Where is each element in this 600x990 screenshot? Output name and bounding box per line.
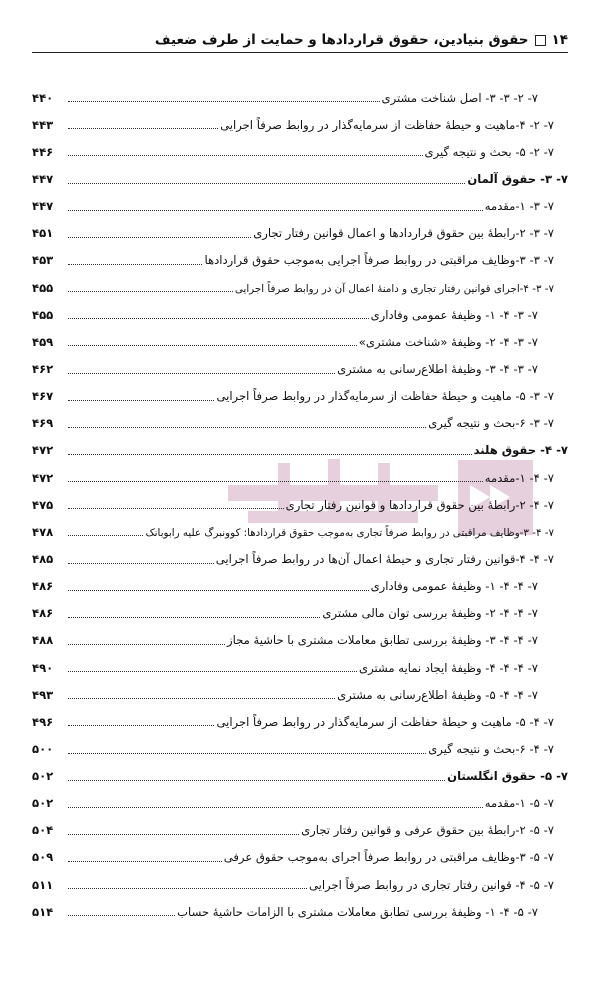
square-icon [535, 35, 546, 46]
toc-entry[interactable] [32, 867, 568, 894]
dot-leader [68, 563, 214, 564]
dot-leader [68, 915, 175, 916]
toc-entry-title: ۷- ۴- ۶-بحث و نتیجه گیری [428, 741, 554, 756]
table-of-contents [32, 80, 568, 921]
toc-entry-title: ۷- ۴- ۲-رابطۀ بین حقوق قراردادها و قوانین رفتار تجاری [285, 497, 554, 512]
toc-entry-title: ۷- ۴- ۴- ۳- وظیفۀ بررسی تطابق معاملات مشتری با حاشیۀ مجاز [226, 633, 538, 648]
toc-entry-page: ۴۷۵ [32, 497, 54, 512]
dot-leader [68, 345, 357, 346]
toc-entry-title: ۷- ۳- ۳-وظایف مراقبتی در روابط صرفاً اجرایی به‌موجب حقوق قراردادها [204, 253, 554, 268]
dot-leader [68, 373, 335, 374]
dot-leader [68, 454, 472, 455]
toc-entry[interactable] [32, 650, 568, 677]
toc-entry-title: ۷- ۳- ۴- ۱- وظیفۀ عمومی وفاداری [370, 307, 538, 322]
toc-entry-title: ۷- ۵- حقوق انگلستان [447, 769, 568, 784]
dot-leader [68, 861, 222, 862]
toc-entry-page: ۵۱۱ [32, 877, 54, 892]
dot-leader [68, 481, 483, 482]
toc-entry-title: ۷- ۴- ۱-مقدمه [484, 470, 554, 485]
toc-entry-page: ۴۹۰ [32, 660, 54, 675]
toc-entry-page: ۴۵۵ [32, 307, 54, 322]
page-number: ۱۴ [551, 32, 568, 48]
dot-leader [68, 644, 225, 645]
toc-entry-page: ۴۴۶ [32, 144, 54, 159]
toc-entry[interactable] [32, 541, 568, 568]
toc-entry[interactable] [32, 623, 568, 650]
toc-entry-page: ۴۷۲ [32, 443, 54, 458]
dot-leader [68, 617, 320, 618]
toc-entry[interactable] [32, 297, 568, 324]
toc-entry-title: ۷- ۲- ۵- بحث و نتیجه گیری [424, 144, 554, 159]
dot-leader [68, 318, 369, 319]
toc-entry-page: ۵۰۴ [32, 823, 54, 838]
toc-entry[interactable] [32, 351, 568, 378]
toc-entry-title: ۷- ۵- ۴- قوانین رفتار تجاری در روابط صرفاً اجرایی [308, 877, 554, 892]
toc-entry[interactable] [32, 514, 568, 541]
toc-entry-page: ۴۸۶ [32, 579, 54, 594]
toc-entry-title: ۷- ۴- ۴- ۵- وظیفۀ اطلاع‌رسانی به مشتری [337, 687, 538, 702]
toc-entry-title: ۷- ۳- ۴- ۳- وظیفۀ اطلاع‌رسانی به مشتری [337, 361, 538, 376]
toc-entry[interactable] [32, 324, 568, 351]
dot-leader [68, 725, 214, 726]
toc-entry-title: ۷- ۳- ۴- ۲- وظیفۀ «شناخت مشتری» [358, 334, 538, 349]
toc-entry-page: ۴۶۹ [32, 416, 54, 431]
toc-entry-page: ۴۸۵ [32, 551, 54, 566]
dot-leader [68, 291, 233, 292]
toc-entry[interactable] [32, 80, 568, 107]
toc-entry-title: ۷- ۲- ۴-ماهیت و حیطۀ حفاظت از سرمایه‌گذار در روابط صرفاً اجرایی [220, 117, 554, 132]
running-header [32, 28, 568, 53]
toc-entry[interactable] [32, 759, 568, 786]
toc-entry-title: ۷- ۴- ۵- ماهیت و حیطۀ حفاظت از سرمایه‌گذار در روابط صرفاً اجرایی [216, 714, 554, 729]
dot-leader [68, 780, 445, 781]
toc-entry[interactable] [32, 189, 568, 216]
toc-entry-page: ۵۱۴ [32, 904, 54, 919]
toc-entry-page: ۴۴۳ [32, 117, 54, 132]
dot-leader [68, 508, 284, 509]
toc-entry-page: ۴۵۵ [32, 280, 54, 295]
toc-entry[interactable] [32, 677, 568, 704]
dot-leader [68, 807, 483, 808]
toc-entry[interactable] [32, 786, 568, 813]
toc-entry-title: ۷- ۲- ۳- ۳- اصل شناخت مشتری [381, 90, 538, 105]
toc-entry-title: ۷- ۵- ۱-مقدمه [484, 796, 554, 811]
dot-leader [68, 155, 423, 156]
toc-entry[interactable] [32, 460, 568, 487]
toc-entry-title: ۷- ۴- ۴- ۱- وظیفۀ عمومی وفاداری [370, 579, 538, 594]
toc-entry-page: ۴۷۲ [32, 470, 54, 485]
dot-leader [68, 400, 214, 401]
dot-leader [68, 264, 202, 265]
dot-leader [68, 590, 369, 591]
toc-entry-title: ۷- ۳- ۴-اجرای قوانین رفتار تجاری و دامنۀ اعمال آن در روابط صرفاً اجرایی [234, 282, 554, 295]
toc-entry-page: ۴۴۷ [32, 171, 54, 186]
toc-entry-title: ۷- ۴- حقوق هلند [473, 443, 568, 458]
toc-entry-title: ۷- ۳- ۶-بحث و نتیجه گیری [428, 416, 554, 431]
toc-entry-page: ۵۰۲ [32, 796, 54, 811]
toc-entry[interactable] [32, 840, 568, 867]
dot-leader [68, 128, 218, 129]
toc-entry-page: ۴۷۸ [32, 524, 54, 539]
toc-entry-page: ۴۵۹ [32, 334, 54, 349]
toc-entry-page: ۴۹۳ [32, 687, 54, 702]
toc-entry[interactable] [32, 107, 568, 134]
toc-entry-title: ۷- ۴- ۳-وظایف مراقبتی در روابط صرفاً تجاری به‌موجب حقوق قراردادها: کوونبرگ علیه رابوبانک [145, 527, 554, 540]
dot-leader [68, 753, 426, 754]
dot-leader [68, 237, 251, 238]
toc-entry-title: ۷- ۳- ۱-مقدمه [484, 199, 554, 214]
dot-leader [68, 834, 299, 835]
toc-entry[interactable] [32, 270, 568, 297]
toc-entry-page: ۵۰۲ [32, 769, 54, 784]
toc-entry-title: ۷- ۴- ۴- ۴- وظیفۀ ایجاد نمایه مشتری [359, 660, 538, 675]
toc-entry[interactable] [32, 894, 568, 921]
toc-entry[interactable] [32, 596, 568, 623]
toc-entry-title: ۷- ۴- ۴- ۲- وظیفۀ بررسی توان مالی مشتری [322, 606, 538, 621]
toc-entry[interactable] [32, 704, 568, 731]
toc-entry-title: ۷- ۳- ۲-رابطۀ بین حقوق قراردادها و اعمال قوانین رفتار تجاری [253, 226, 554, 241]
dot-leader [68, 101, 380, 102]
dot-leader [68, 535, 143, 536]
toc-entry-page: ۵۰۹ [32, 850, 54, 865]
running-header-title: حقوق بنیادین، حقوق قراردادها و حمایت از طرف ضعیف [154, 32, 529, 48]
toc-entry-title: ۷- ۴- ۴-قوانین رفتار تجاری و حیطۀ اعمال آن‌ها در روابط صرفاً اجرایی [215, 551, 554, 566]
dot-leader [68, 427, 426, 428]
toc-entry-page: ۵۰۰ [32, 741, 54, 756]
toc-entry-page: ۴۴۷ [32, 199, 54, 214]
toc-entry-page: ۴۸۸ [32, 633, 54, 648]
toc-entry-title: ۷- ۵- ۲-رابطۀ بین حقوق عرفی و قوانین رفتار تجاری [301, 823, 554, 838]
toc-entry[interactable] [32, 433, 568, 460]
toc-entry-page: ۴۵۳ [32, 253, 54, 268]
toc-entry[interactable] [32, 813, 568, 840]
toc-entry[interactable] [32, 216, 568, 243]
toc-entry-title: ۷- ۵- ۴- ۱- وظیفۀ بررسی تطابق معاملات مشتری با الزامات حاشیۀ حساب [177, 904, 538, 919]
toc-entry[interactable] [32, 406, 568, 433]
toc-entry[interactable] [32, 731, 568, 758]
dot-leader [68, 671, 357, 672]
dot-leader [68, 210, 483, 211]
toc-entry-title: ۷- ۳- حقوق آلمان [467, 171, 568, 186]
toc-entry-page: ۴۹۶ [32, 714, 54, 729]
toc-entry-title: ۷- ۵- ۳-وظایف مراقبتی در روابط صرفاً اجرای به‌موجب حقوق عرفی [223, 850, 554, 865]
toc-entry-page: ۴۶۲ [32, 361, 54, 376]
toc-entry-title: ۷- ۳- ۵- ماهیت و حیطۀ حفاظت از سرمایه‌گذار در روابط صرفاً اجرایی [216, 389, 554, 404]
toc-entry[interactable] [32, 243, 568, 270]
toc-entry[interactable] [32, 161, 568, 188]
toc-entry[interactable] [32, 487, 568, 514]
toc-entry-page: ۴۶۷ [32, 389, 54, 404]
toc-entry-page: ۴۸۶ [32, 606, 54, 621]
toc-entry-page: ۴۴۰ [32, 90, 54, 105]
toc-entry-page: ۴۵۱ [32, 226, 54, 241]
toc-entry[interactable] [32, 379, 568, 406]
dot-leader [68, 888, 307, 889]
dot-leader [68, 698, 335, 699]
dot-leader [68, 183, 465, 184]
toc-entry[interactable] [32, 134, 568, 161]
toc-entry[interactable] [32, 569, 568, 596]
